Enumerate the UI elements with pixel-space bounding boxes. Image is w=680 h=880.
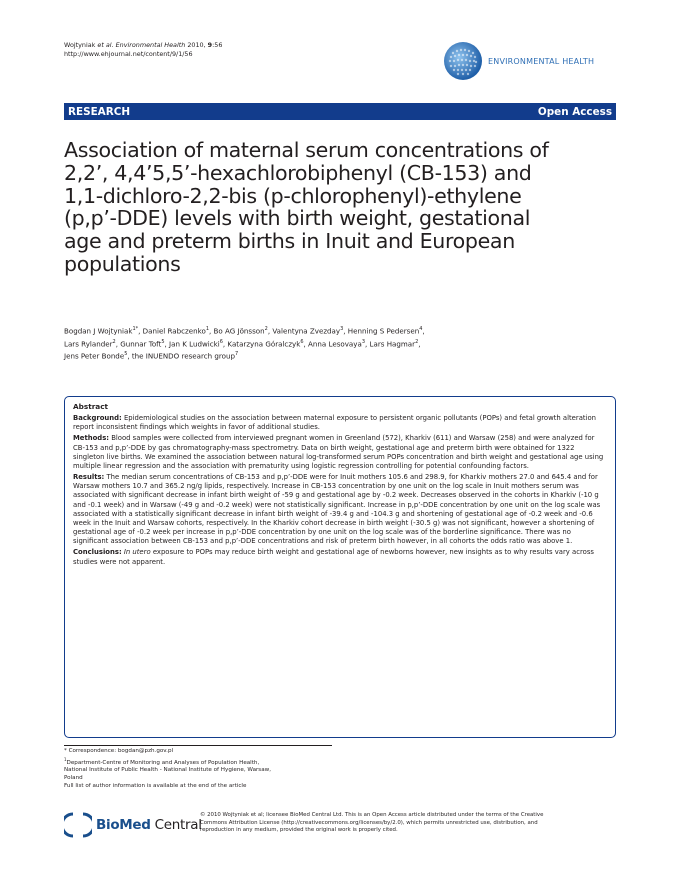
author-affil: 5 [124,351,128,358]
affiliation-text: Department-Centre of Monitoring and Analyses of Population Health, [66,759,260,766]
author-affil: 7 [235,351,239,358]
license-text [200,812,620,835]
citation-volume: 9 [207,41,213,49]
title-line: age and preterm births in Inuit and European [64,229,515,254]
author-affil: 4 [419,326,423,332]
author-list [64,324,624,362]
abstract-background [73,414,607,432]
abstract-box [64,396,616,738]
license-line: © 2010 Wojtyniak et al; licensee BioMed Central Ltd. This is an Open Access article distributed under the terms of the Creative [200,812,544,818]
author-line-3 [64,349,624,362]
abstract-heading: Abstract [73,402,109,411]
methods-text: Blood samples were collected from interviewed pregnant women in Greenland (572), Kharkiv (611) and Warsaw (258) and were analyzed for CB-153 and p,p’-DDE by gas chromatography-mass spectrometry. Data on birth weight, gestational age and preterm birth were obtained for 1322 singleton live births. We examined the association between natural log-transformed serum POPs concentration and birth weight and gestational age using multiple linear regression and the association with prematurity using logistic regression controlling for potential confounding factors. [73,434,604,470]
author-separator: , [418,338,421,348]
results-label: Results: [73,473,105,482]
citation-authors: Wojtyniak [64,41,98,49]
conclusions-italic: In utero [121,548,151,557]
author-affil: 2 [415,338,419,345]
author-name[interactable]: , the INUENDO research group [127,351,236,361]
author-affil: 1* [132,326,139,332]
publisher-bio: Bio [96,817,120,833]
title-line: Association of maternal serum concentrations of [64,138,549,162]
affiliation-line: National Institute of Public Health - National Institute of Hygiene, Warsaw, [64,767,272,774]
author-name[interactable]: , Lars Hagmar [365,338,416,348]
title-line: populations [64,251,181,276]
author-name[interactable]: , Bo AG Jönsson [209,326,265,336]
author-affil: 3 [361,338,366,345]
author-name[interactable]: , Jan K Ludwicki [164,338,220,348]
footnote [64,748,271,790]
author-name[interactable]: , Gunnar Toft [115,338,162,348]
author-affil: 1 [205,326,210,332]
author-affil: 2 [264,326,268,332]
author-name[interactable]: Lars Rylander [64,338,113,348]
author-affil: 2 [112,338,116,345]
open-access-label: Open Access [537,105,612,118]
title-line: 2,2’, 4,4’5,5’-hexachlorobiphenyl (CB-153) and [64,160,532,185]
author-line-2 [64,337,624,350]
author-line-1 [64,324,624,337]
license-line: Commons Attribution License (http://creativecommons.org/licenses/by/2.0), which permits unrestricted use, distribution, and [200,819,538,826]
citation-pages: :56 [212,41,223,49]
citation-year: 2010, [185,41,208,49]
title-line: (p,p’-DDE) levels with birth weight, gestational [64,206,531,231]
abstract-conclusions [73,548,607,566]
journal-logo-text: ENVIRONMENTAL HEALTH [488,56,595,66]
article-type-bar [64,103,616,120]
citation-header [64,41,222,58]
conclusions-text: exposure to POPs may reduce birth weight and gestational age of newborns however, new insights as to why results vary across studies were not apparent. [73,548,594,566]
publisher-central: Central [150,817,202,833]
author-name[interactable]: , Daniel Rabczenko [138,326,206,336]
license-line: reproduction in any medium, provided the original work is properly cited. [200,827,398,834]
results-text: The median serum concentrations of CB-153 and p,p’-DDE were for Inuit mothers 105.6 and 298.9, for Kharkiv mothers 27.0 and 645.4 and for Warsaw mothers 10.7 and 365.2 ng/g lipids, respectively. Increase in CB-153 concentration by one unit on the log scale in Inuit mothers serum was associated with significant decrease in infant birth weight of -59 g and gestational age by -0.2 week. Decreases observed in the cohorts in Kharkiv (-10 g and -0.1 week) and in Warsaw (-49 g and -0.2 week) were not statistically significant. Increase in p,p’-DDE concentration by one unit on the log scale was associated with a statistically significant decrease in infant birth weight of -39.4 g and -104.3 g and shortening of gestational age of -0.2 week and -0.6 week in the Inuit and Warsaw cohorts, respectively. In the Kharkiv cohort decrease in birth weight (-30.5 g) was not significant, however a shortening of gestational age of -0.2 week per increase in p,p’-DDE concentration by one unit on the log scale was of the borderline significance. There was no significant association between CB-153 and p,p’-DDE concentrations and risk of preterm birth however, in all cohorts the odds ratio was above 1. [73,473,601,546]
article-type-label: RESEARCH [68,105,131,118]
citation-journal: et al. Environmental Health [97,41,186,49]
citation-line [64,41,222,50]
journal-logo [443,41,618,81]
author-name[interactable]: Bogdan J Wojtyniak [64,326,133,336]
publisher-logo [64,810,202,840]
affiliation-line [64,756,271,768]
publisher-med: Med [119,817,151,833]
author-name[interactable]: Jens Peter Bonde [64,351,125,361]
title-line: 1,1-dichloro-2,2-bis (p-chlorophenyl)-ethylene [64,183,522,208]
abstract-results [73,473,607,546]
background-label: Background: [73,414,122,423]
author-affil: 6 [300,338,304,345]
publisher-name [96,817,202,833]
author-affil: 5 [161,338,165,345]
conclusions-label: Conclusions: [73,548,122,557]
correspondence: * Correspondence: bogdan@pzh.gov.pl [64,748,174,754]
affiliation-line: Poland [64,774,83,781]
author-name[interactable]: , Valentyna Zvezday [267,326,341,336]
methods-label: Methods: [73,434,110,443]
author-name[interactable]: , Anna Lesovaya [303,338,362,348]
author-name[interactable]: , Henning S Pedersen [343,326,420,336]
full-author-info: Full list of author information is available at the end of the article [64,782,247,789]
footnote-divider [64,745,332,746]
globe-icon [443,41,483,81]
author-affil: 3 [340,326,344,332]
article-title [64,139,624,276]
author-affil: 6 [219,338,223,345]
citation-url[interactable]: http://www.ehjournal.net/content/9/1/56 [64,49,193,58]
affiliation-sup: 1 [64,756,67,762]
background-text: Epidemiological studies on the association between maternal exposure to persistent organic pollutants (POPs) and fetal growth alteration report inconsistent findings which weights in favor of additional studies. [73,414,596,432]
author-separator: , [422,326,425,336]
biomed-central-icon [64,811,92,839]
author-name[interactable]: , Katarzyna Góralczyk [222,338,301,348]
abstract-methods [73,434,607,471]
